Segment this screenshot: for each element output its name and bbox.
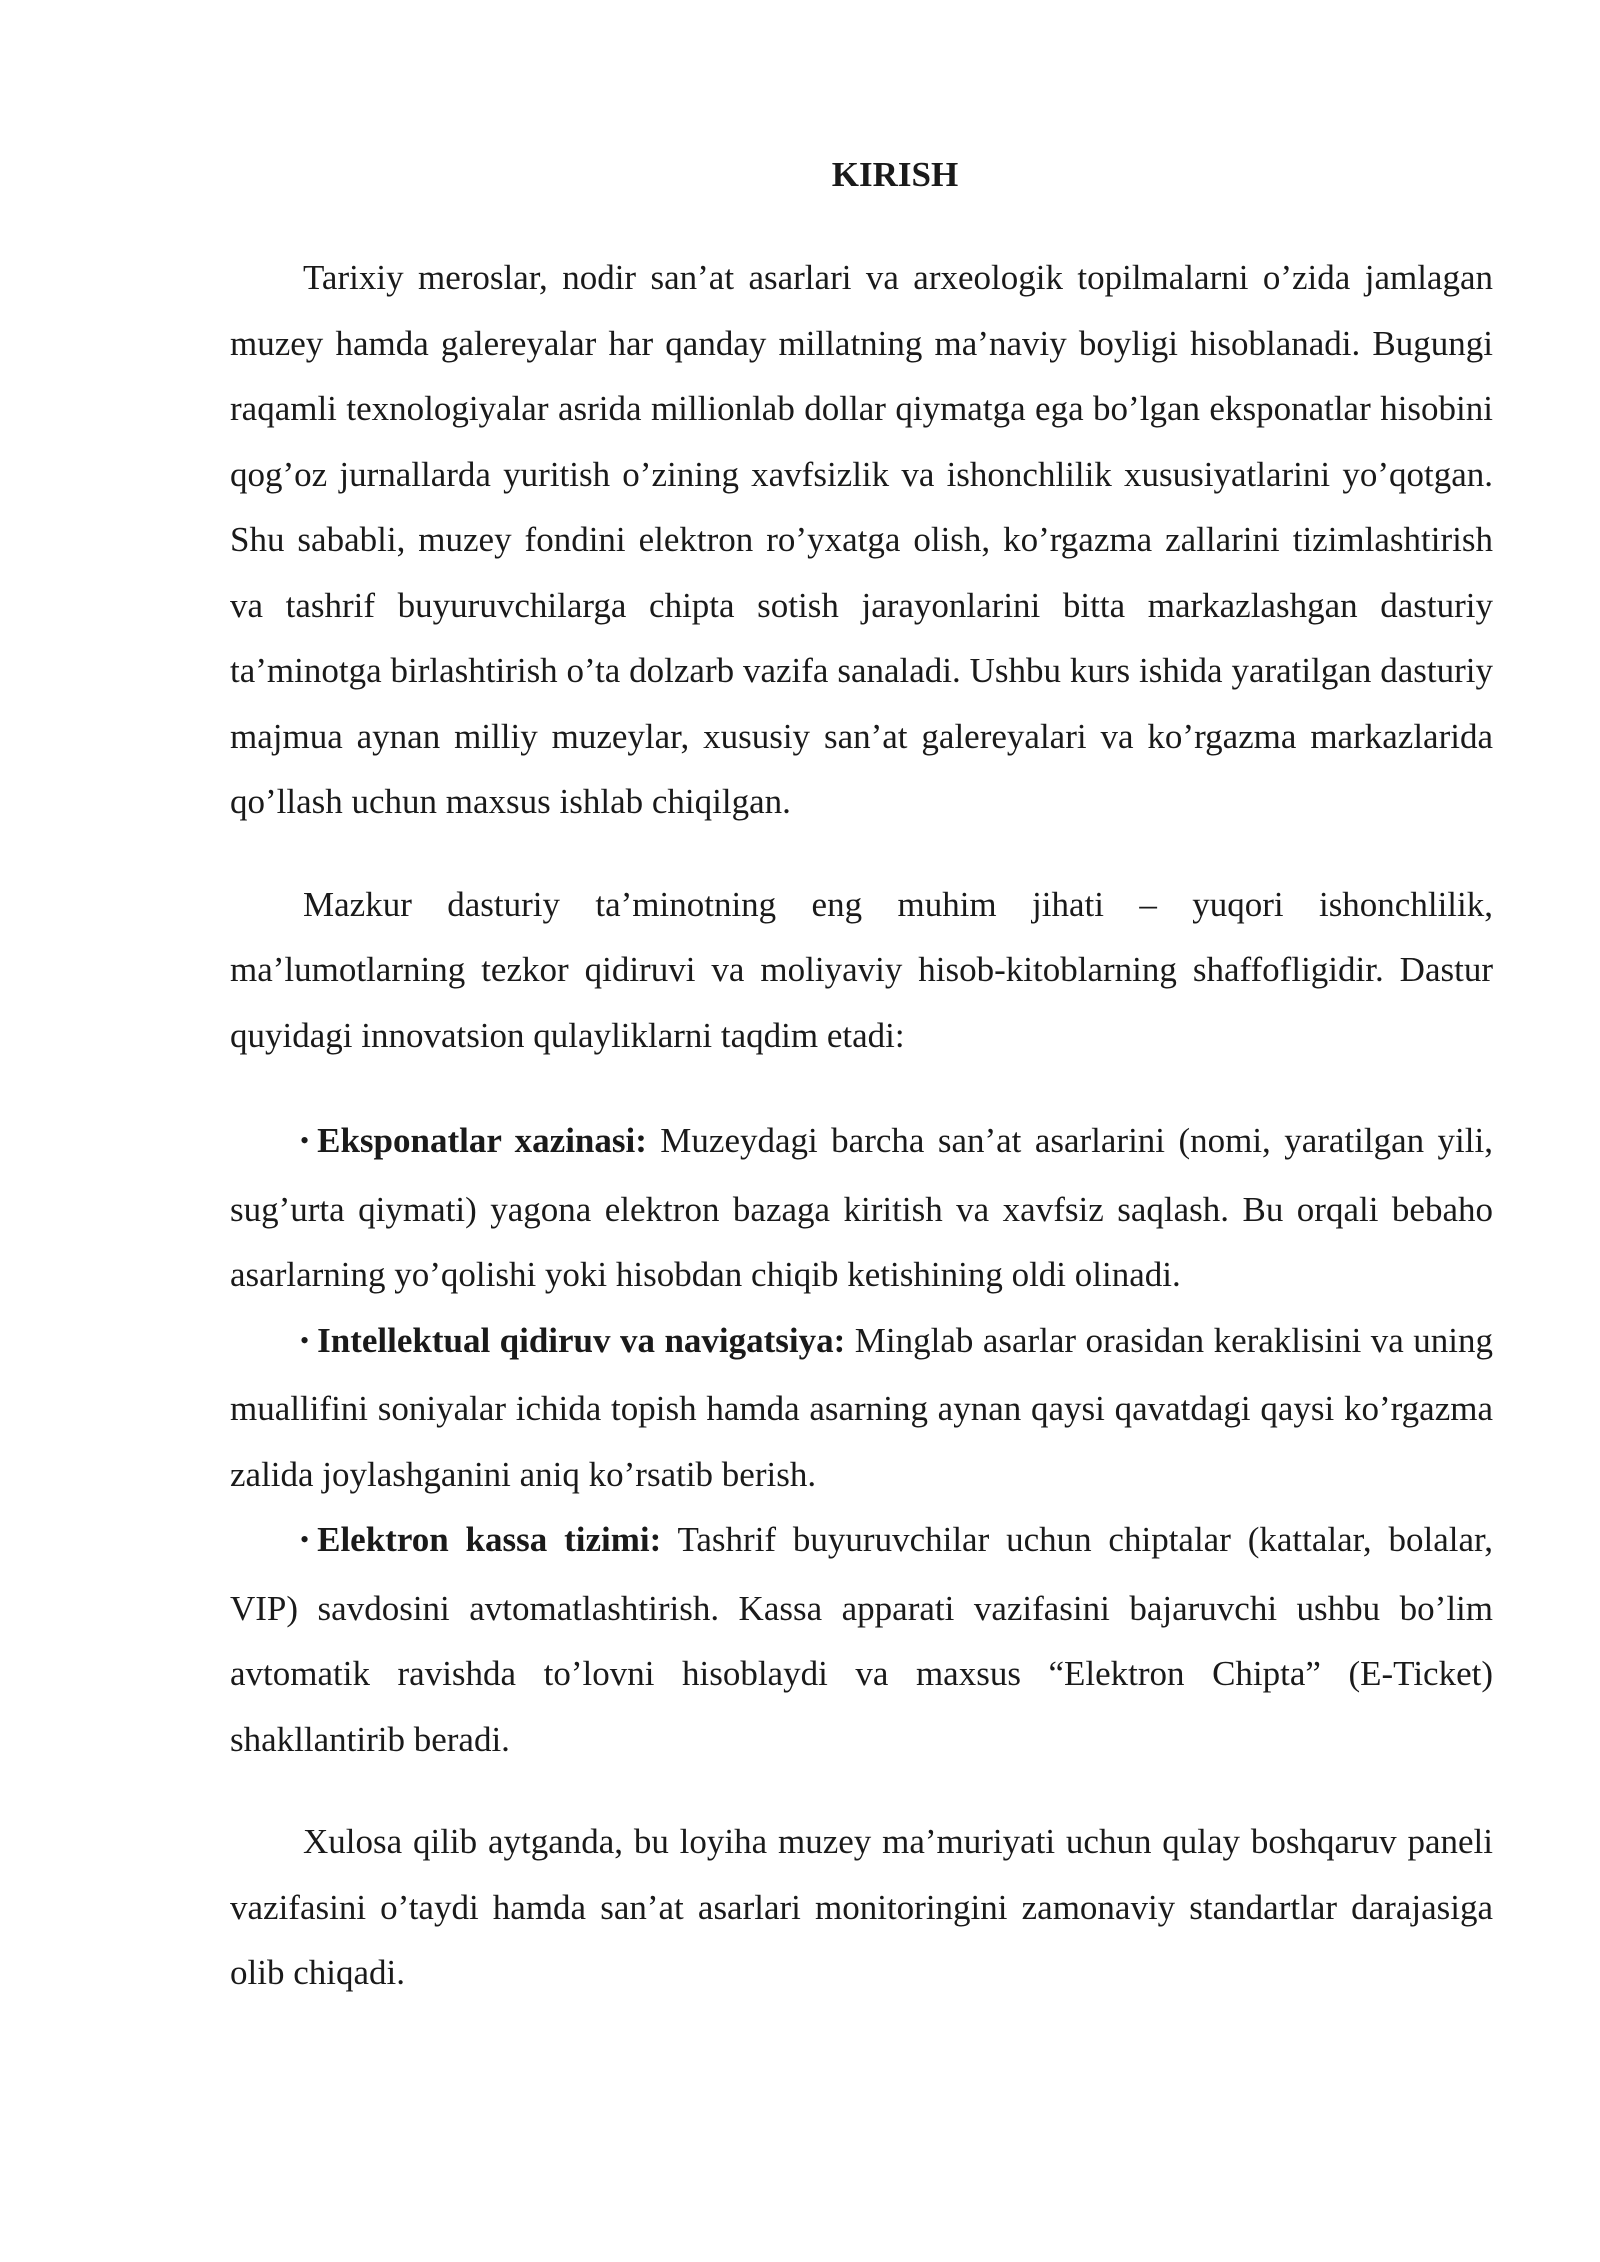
features-list	[230, 1108, 1493, 1772]
list-item	[230, 1308, 1493, 1508]
intro-paragraph: Tarixiy meroslar, nodir san’at asarlari va arxeologik topilmalarni o’zida jamlagan muzey hamda galereyalar har qanday millatning ma’naviy boyligi hisoblanadi. Bugungi raqamli texnologiyalar asrida millionlab dollar qiymatga ega bo’lgan eksponatlar hisobini qog’oz jurnallarda yuritish o’zining xavfsizlik va ishonchlilik xususiyatlarini yo’qotgan. Shu sababli, muzey fondini elektron ro’yxatga olish, ko’rgazma zallarini tizimlashtirish va tashrif buyuruvchilarga chipta sotish jarayonlarini bitta markazlashgan dasturiy ta’minotga birlashtirish o’ta dolzarb vazifa sanaladi. Ushbu kurs ishida yaratilgan dasturiy majmua aynan milliy muzeylar, xususiy san’at galereyalari va ko’rgazma markazlarida qo’llash uchun maxsus ishlab chiqilgan.	[230, 258, 1493, 821]
feature-term: Eksponatlar xazinasi:	[317, 1121, 647, 1160]
feature-description: Muzeydagi barcha san’at asarlarini (nomi, yaratilgan yili, sug’urta qiymati) yagona elektron bazaga kiritish va xavfsiz saqlash. Bu orqali bebaho asarlarning yo’qolishi yoki hisobdan chiqib ketishining oldi olinadi.	[230, 1121, 1493, 1294]
bullet-icon: •	[300, 1126, 310, 1155]
conclusion-paragraph: Xulosa qilib aytganda, bu loyiha muzey ma’muriyati uchun qulay boshqaruv paneli vazifasini o’taydi hamda san’at asarlari monitoringini zamonaviy standartlar darajasiga olib chiqadi.	[230, 1822, 1493, 1992]
feature-description: Minglab asarlar orasidan keraklisini va uning muallifini soniyalar ichida topish hamda asarning aynan qaysi qavatdagi qaysi ko’rgazma zalida joylashganini aniq ko’rsatib berish.	[230, 1320, 1494, 1494]
page-title: KIRISH	[831, 155, 959, 194]
bullet-icon: •	[300, 1325, 310, 1355]
list-item	[230, 1108, 1493, 1308]
list-item	[230, 1507, 1493, 1772]
feature-term: Intellektual qidiruv va navigatsiya:	[317, 1320, 846, 1360]
document-body	[230, 245, 1493, 2006]
features-intro-paragraph: Mazkur dasturiy ta’minotning eng muhim jihati – yuqori ishonchlilik, ma’lumotlarning tezkor qidiruvi va moliyaviy hisob-kitoblarning shaffofligidir. Dastur quyidagi innovatsion qulayliklarni taqdim etadi:	[230, 884, 1493, 1055]
feature-description: Tashrif buyuruvchilar uchun chiptalar (kattalar, bolalar, VIP) savdosini avtomatlashtirish. Kassa apparati vazifasini bajaruvchi ushbu bo’lim avtomatik ravishda to’lovni hisoblaydi va maxsus “Elektron Chipta” (E-Ticket) shakllantirib beradi.	[230, 1520, 1493, 1759]
bullet-icon: •	[300, 1525, 310, 1554]
feature-term: Elektron kassa tizimi:	[317, 1520, 662, 1559]
